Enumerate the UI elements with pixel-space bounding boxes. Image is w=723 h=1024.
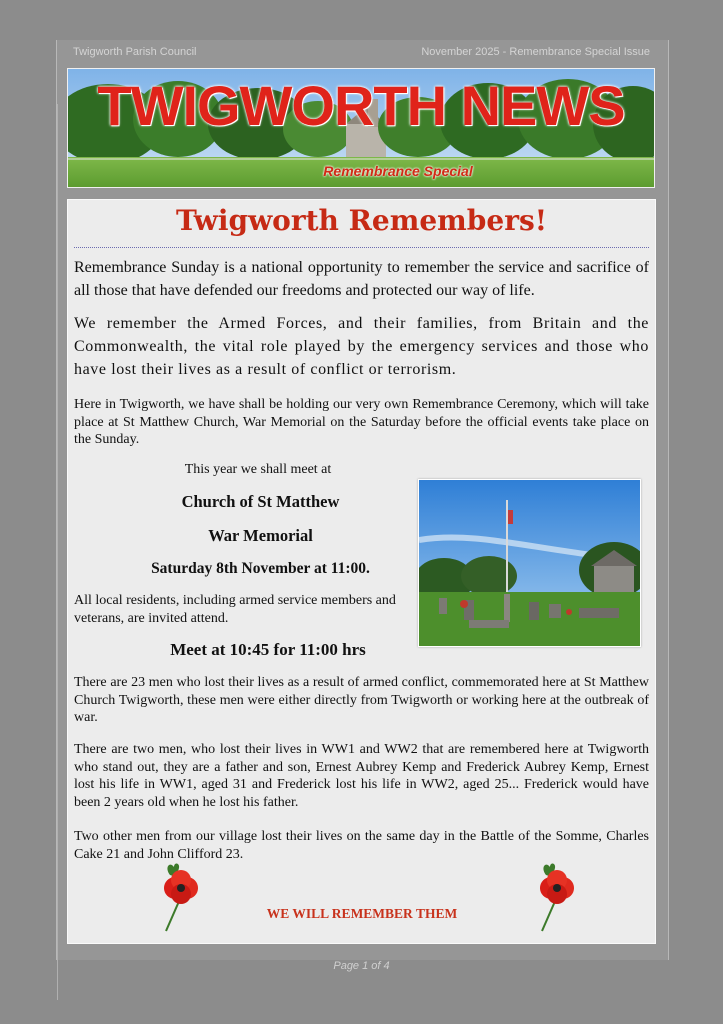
banner-subtitle: Remembrance Special bbox=[323, 163, 473, 179]
poppy-icon bbox=[536, 861, 576, 933]
masthead-banner bbox=[67, 68, 655, 188]
meet-intro: This year we shall meet at bbox=[184, 462, 332, 477]
paragraph-kemp: There are two men, who lost their lives in WW1 and WW2 that are remembered here at Twigworth who stand out, they are a father and son, Ernest Aubrey Kemp and Frederick Aubrey Kemp, Ernest lost his life in WW1, aged 31 and Frederick lost his life in WW2, aged 25... Frederick would have been 2 years old when he lost his father. bbox=[74, 742, 649, 810]
poppy-icon bbox=[160, 861, 200, 933]
paragraph-ceremony: Here in Twigworth, we have shall be holding our very own Remembrance Ceremony, which will take place at St Matthew Church, War Memorial on the Saturday before the official events take place on the Sunday. bbox=[74, 397, 649, 447]
residents-invite: All local residents, including armed service members and veterans, are invited attend. bbox=[74, 593, 396, 626]
location-memorial: War Memorial bbox=[208, 526, 313, 545]
page-edge-rule bbox=[57, 104, 58, 1000]
we-will-remember-them: WE WILL REMEMBER THEM bbox=[266, 906, 458, 921]
banner-title: TWIGWORTH NEWS bbox=[97, 74, 625, 137]
paragraph-intro: Remembrance Sunday is a national opportunity to remember the service and sacrifice of all those that have defended our freedoms and protected our way of life. bbox=[74, 259, 649, 299]
article-panel bbox=[67, 199, 656, 944]
event-date: Saturday 8th November at 11:00. bbox=[151, 560, 370, 577]
war-memorial-photo bbox=[418, 479, 641, 647]
meet-time: Meet at 10:45 for 11:00 hrs bbox=[170, 640, 366, 659]
paragraph-remember: We remember the Armed Forces, and their families, from Britain and the Commonwealth, the vital role played by the emergency services and those who have lost their lives as a result of conflict or terrorism. bbox=[74, 315, 649, 378]
headline-divider bbox=[74, 247, 649, 248]
running-header-right: November 2025 - Remembrance Special Issue bbox=[421, 46, 650, 58]
page-number: Page 1 of 4 bbox=[333, 960, 390, 972]
running-header-left: Twigworth Parish Council bbox=[73, 46, 197, 58]
paragraph-somme: Two other men from our village lost their lives on the same day in the Battle of the Somme, Charles Cake 21 and John Clifford 23. bbox=[74, 829, 649, 862]
paragraph-fallen: There are 23 men who lost their lives as a result of armed conflict, commemorated here at St Matthew Church Twigworth, these men were either directly from Twigworth or working here at the outbreak of war. bbox=[74, 675, 649, 725]
article-headline: Twigworth Remembers! bbox=[176, 204, 547, 237]
location-church: Church of St Matthew bbox=[181, 492, 340, 511]
